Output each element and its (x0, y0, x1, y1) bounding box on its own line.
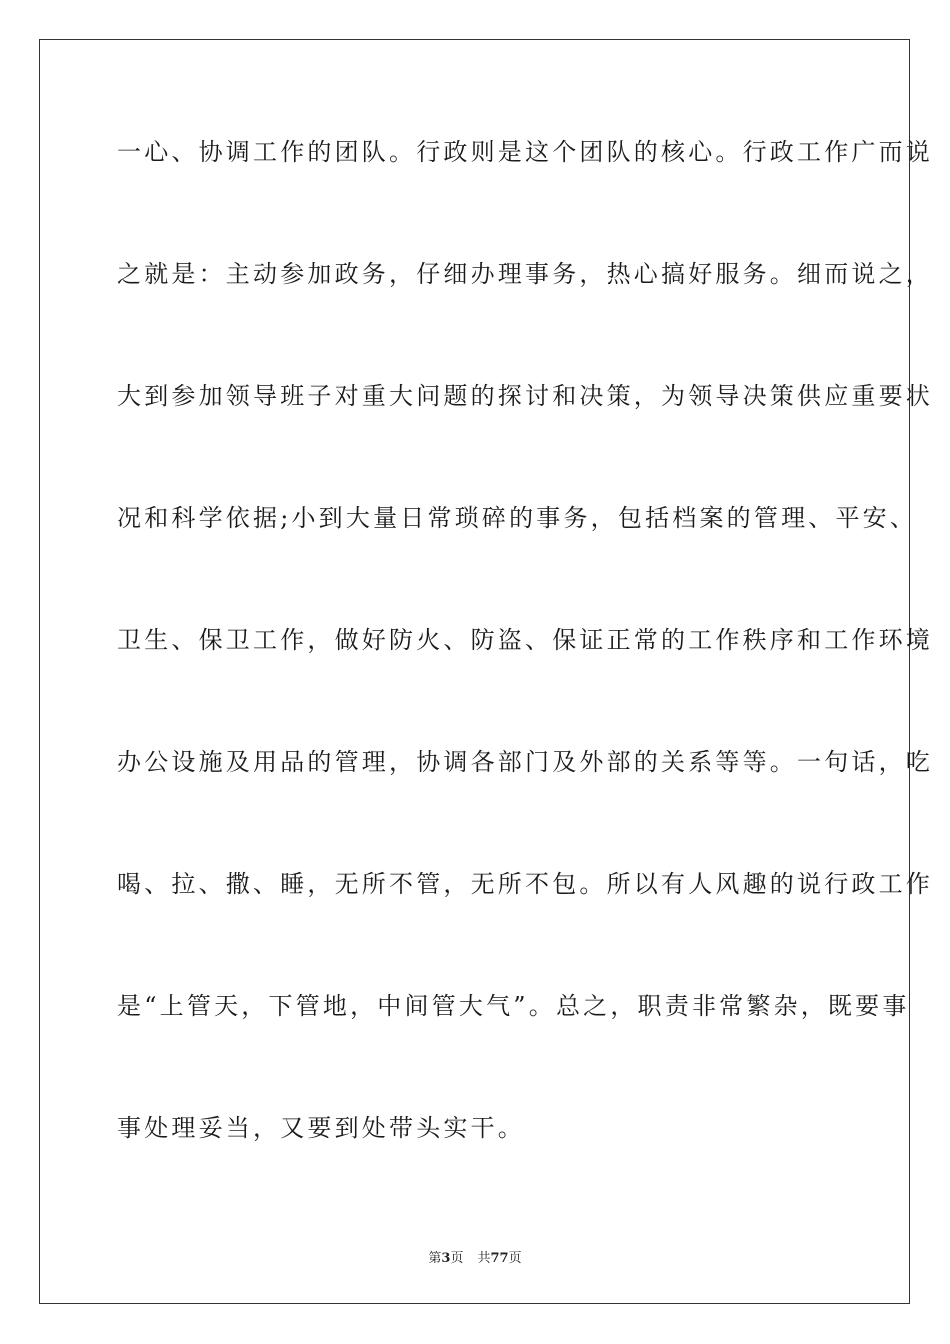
page-suffix: 页 (450, 1251, 464, 1266)
text-line: 大到参加领导班子对重大问题的探讨和决策，为领导决策供应重要状 (117, 382, 933, 410)
text-line: 事处理妥当，又要到处带头实干。 (117, 1114, 525, 1142)
text-line: 一心、协调工作的团队。行政则是这个团队的核心。行政工作广而说 (117, 138, 933, 166)
total-prefix: 共 (477, 1251, 491, 1266)
current-page-number: 3 (441, 1251, 451, 1266)
total-suffix: 页 (508, 1251, 522, 1266)
page-footer (0, 1247, 950, 1266)
total-pages-number: 77 (490, 1251, 509, 1266)
text-line: 办公设施及用品的管理，协调各部门及外部的关系等等。一句话，吃 (117, 748, 933, 776)
text-line: 卫生、保卫工作，做好防火、防盗、保证正常的工作秩序和工作环境 (117, 626, 933, 654)
text-line: 况和科学依据;小到大量日常琐碎的事务，包括档案的管理、平安、 (117, 504, 918, 532)
text-line: 喝、拉、撒、睡，无所不管，无所不包。所以有人风趣的说行政工作 (117, 870, 933, 898)
text-line: 是“上管天，下管地，中间管大气”。总之，职责非常繁杂，既要事 (117, 992, 910, 1020)
page-prefix: 第 (428, 1251, 442, 1266)
text-line: 之就是：主动参加政务，仔细办理事务，热心搞好服务。细而说之， (117, 260, 933, 288)
